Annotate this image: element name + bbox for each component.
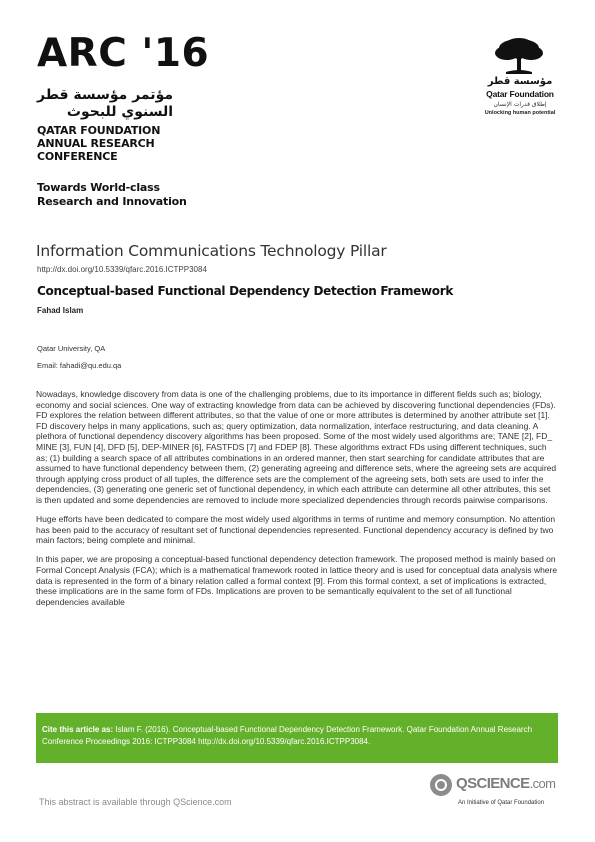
qscience-initiative: An Initiative of Qatar Foundation <box>458 800 545 806</box>
abstract-paragraph: Huge efforts have been dedicated to compare the most widely used algorithms in terms of runtime and memory consumption. No attention has been paid to the accuracy of resultant set of functional dependencies represented. Functional dependency accuracy is defined by two main factors; being complete and minimal. <box>36 514 556 546</box>
tagline-line-1: Towards World-class <box>37 181 160 194</box>
doi-link[interactable]: http://dx.doi.org/10.5339/qfarc.2016.ICTPP3084 <box>37 265 207 274</box>
qf-name: Qatar Foundation <box>486 89 554 99</box>
citation-text <box>42 724 552 748</box>
qf-arabic-name: مؤسسة قطر <box>487 76 553 87</box>
conference-name-arabic <box>37 87 173 121</box>
arabic-line-1: مؤتمر مؤسسة قطر <box>37 87 174 103</box>
author-affiliation: Qatar University, QA <box>37 344 106 353</box>
arabic-line-2: السنوي للبحوث <box>66 104 174 120</box>
qatar-foundation-logo <box>474 38 566 122</box>
citation-body: Islam F. (2016). Conceptual-based Functional Dependency Detection Framework. Qatar Foundation Annual Research Conference Proceedings 2016: ICTPP3084 http://dx.doi.org/10.5339/qfarc.2016.ICTPP3084. <box>42 725 533 746</box>
paper-title: Conceptual-based Functional Dependency Detection Framework <box>37 284 454 298</box>
conference-tagline <box>37 181 187 208</box>
tagline-line-2: Research and Innovation <box>37 194 187 208</box>
qscience-name: QSCIENCE.com <box>456 775 556 792</box>
qf-tagline: Unlocking human potential <box>484 110 556 116</box>
abstract-body <box>36 389 558 616</box>
arc-logo-title: ARC '16 <box>37 31 210 76</box>
conference-name <box>37 124 160 163</box>
qscience-q-icon <box>430 774 452 796</box>
availability-note: This abstract is available through QScience.com <box>39 797 232 807</box>
author-email[interactable]: Email: fahadi@qu.edu.qa <box>37 361 122 370</box>
citation-box <box>36 713 558 763</box>
citation-label: Cite this article as: <box>42 725 114 734</box>
pillar-heading: Information Communications Technology Pillar <box>36 242 387 260</box>
conference-line-3: CONFERENCE <box>37 150 118 163</box>
author-name: Fahad Islam <box>37 306 84 315</box>
abstract-paragraph: In this paper, we are proposing a conceptual-based functional dependency detection framework. The proposed method is mainly based on Formal Concept Analysis (FCA); which is a mathematical framework rooted in lattice theory and is used for conceptual data analysis where data is represented in the form of a binary relation called a formal context [9]. From this formal context, a set of implications is extracted, these implications are in the same form of FDs. Implications are proven to be semantically equivalent to the set of all functional dependencies available <box>36 554 558 607</box>
conference-line-2: ANNUAL RESEARCH <box>37 137 155 150</box>
qscience-logo[interactable] <box>430 771 565 811</box>
abstract-paragraph: Nowadays, knowledge discovery from data is one of the challenging problems, due to its importance in different fields such as; biology, economy and social sciences. One way of extracting knowledge from data can be achieved by discovering functional dependencies (FDs). FD explores the relation between different attributes, so that the value of one or more attributes is determined by another attribute set [1]. FD discovery helps in many applications, such as; query optimization, data normalization, interface restructuring, and data cleaning. A plethora of functional dependency discovery algorithms has been proposed. Some of the most widely used algorithms are; TANE [2], FD_ MINE [3], FUN [4], DFD [5], DEP-MINER [6], FASTFDS [7] and FDEP [8]. These algorithms extract FDs using different techniques, such as; (1) building a search space of all attributes combinations in an ordered manner, then start searching for candidate attributes that are assumed to have functional dependency between them, (2) generating agreeing and difference sets, where the agreeing sets are acquired through applying cross product of all tuples, the difference sets are the complement of the agreeing sets, both sets are used to infer the dependencies, (3) generating one generic set of functional dependency, in which each attribute can determine all other attributes, this set is then updated and some dependencies are removed to include more specialized dependencies through records pairwise comparisons. <box>36 389 557 505</box>
conference-line-1: QATAR FOUNDATION <box>37 124 161 137</box>
tree-icon <box>492 38 546 76</box>
qf-arabic-tagline: إطلاق قدرات الإنسان <box>493 101 547 108</box>
